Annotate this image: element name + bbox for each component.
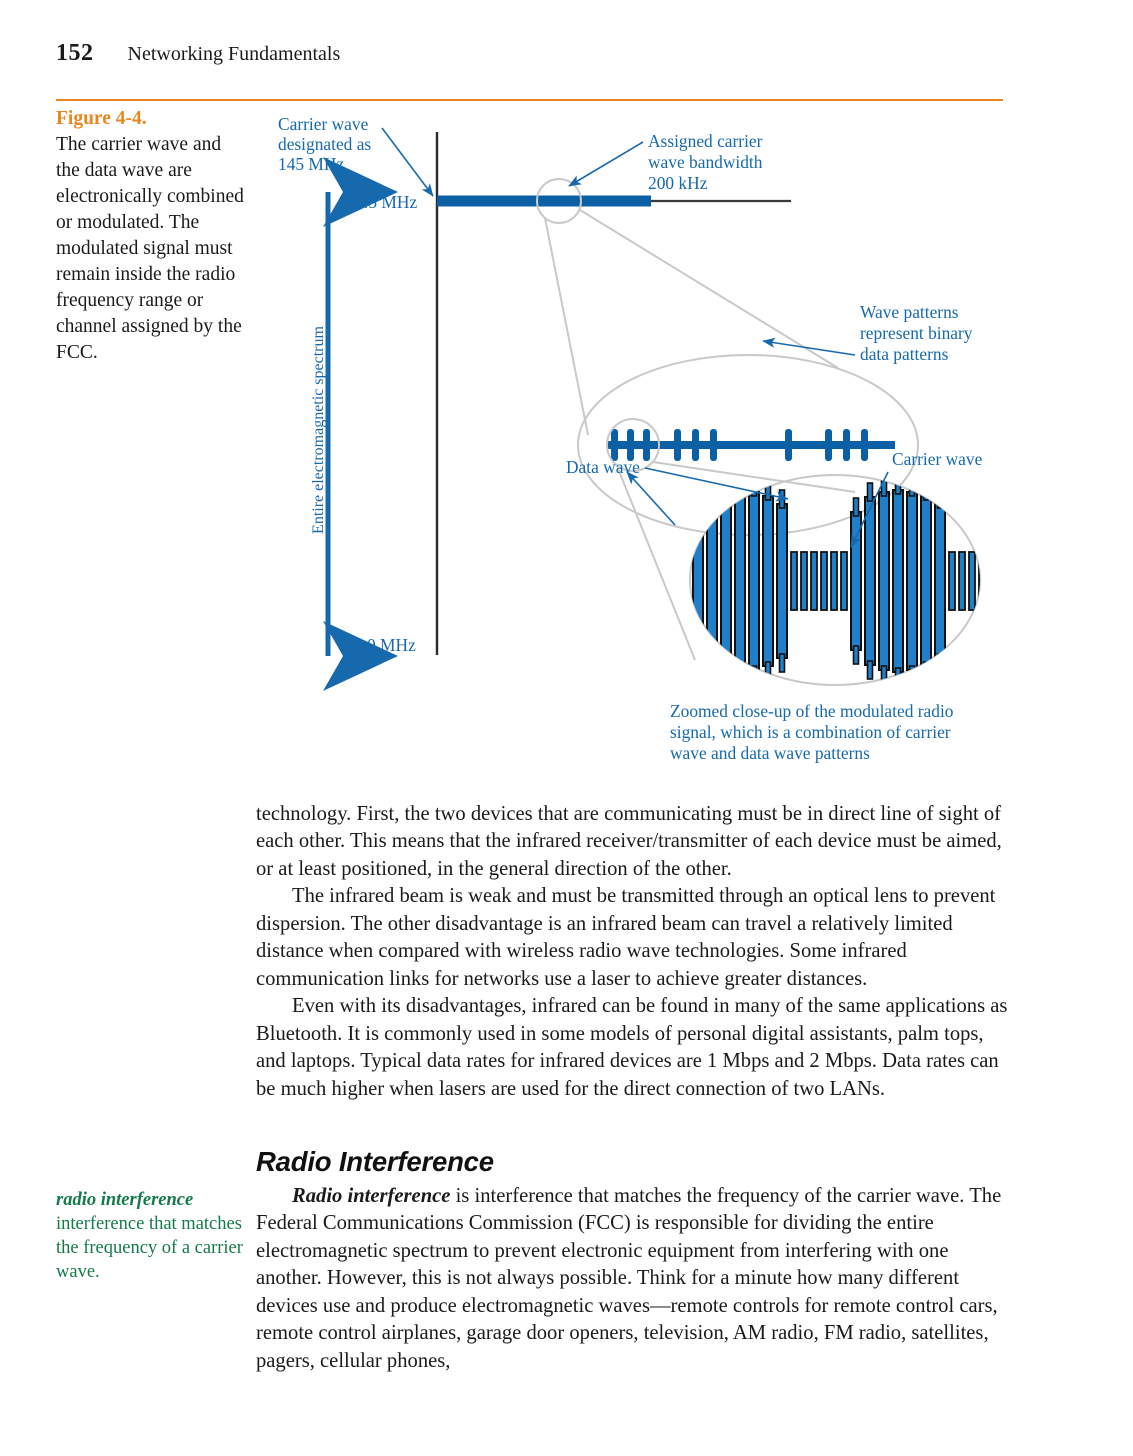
section-heading: Radio Interference [256,1146,494,1177]
magnifier-cone-line-a [545,218,588,435]
label-assigned-bandwidth-line3: 200 kHz [648,173,708,193]
axis-title-label: Entire electromagnetic spectrum [310,326,327,534]
paragraph-2: The infrared beam is weak and must be transmitted through an optical lens to prevent dispersion. The other disadvantage is an infrared beam can travel a relatively limited distance when compared with wireless radio wave technologies. Some infrared communication links for networks use a laser to achieve greater distances. [256,885,996,990]
section-body-column [256,1183,1012,1375]
caption-closeup-line2: signal, which is a combination of carrier [670,722,951,742]
figure-artwork [255,100,1015,790]
caption-closeup-line1: Zoomed close-up of the modulated radio [670,701,954,721]
label-carrier-designation-line2: designated as [278,134,372,154]
label-carrier-wave: Carrier wave [892,449,983,469]
figure-caption [56,106,246,366]
label-assigned-bandwidth-line2: wave bandwidth [648,152,763,172]
figure-caption-text: The carrier wave and the data wave are electronically combined or modulated. The modulated signal must remain inside the radio frequency range or channel assigned by the FCC. [56,134,244,364]
axis-bottom-label: 0 MHz [367,635,416,655]
magnifier-cone-line-c [617,466,695,660]
section-lead-paragraph [256,1183,1012,1375]
glossary-term: radio interference [56,1190,194,1210]
caption-closeup-line3: wave and data wave patterns [670,743,870,763]
label-carrier-designation-line1: Carrier wave [278,114,369,134]
paragraph-3: Even with its disadvantages, infrared can be found in many of the same applications as Bluetooth. It is commonly used in some models of personal digital assistants, palm tops, and laptops. Typical data rates for infrared devices are 1 Mbps and 2 Mbps. Data rates can be much higher when lasers are used for the direct connection of two LANs. [256,995,1008,1100]
leader-carrier-designation [382,128,433,196]
glossary-note [56,1188,246,1284]
leader-level2-pointer [627,472,675,525]
section-lead-term: Radio interference [292,1185,451,1207]
leader-data-wave [645,468,788,499]
section-lead-rest: is interference that matches the frequency of the carrier wave. The Federal Communications Commission (FCC) is responsible for dividing the entire electromagnetic spectrum to prevent electronic equipment from interfering with one another. However, this is not always possible. Think for a minute how many different devices use and produce electromagnetic waves—remote controls for remote control cars, remote control airplanes, garage door openers, television, AM radio, FM radio, satellites, pagers, cellular phones, [256,1185,1002,1372]
label-wave-patterns-line2: represent binary [860,323,973,343]
figure-label: Figure 4-4. [56,108,147,129]
label-wave-patterns-line1: Wave patterns [860,302,959,322]
data-wave-tick-pattern [607,429,895,461]
leader-wave-patterns [763,341,855,355]
axis-top-label: 145 MHz [351,192,418,212]
label-wave-patterns-line3: data patterns [860,344,949,364]
glossary-definition: interference that matches the frequency of a carrier wave. [56,1214,243,1283]
paragraph-1: technology. First, the two devices that are communicating must be in direct line of sight of each other. This means that the infrared receiver/transmitter of each device must be aimed, or at least positioned, in the general direction of the other. [256,803,1002,880]
leader-assigned-bandwidth [569,142,643,186]
magnifier-cone-line-b [580,210,838,368]
running-head: Networking Fundamentals [127,43,341,65]
label-data-wave: Data wave [566,457,640,477]
page-header [56,40,996,74]
body-text-column [256,801,1012,1103]
label-assigned-bandwidth-line1: Assigned carrier [648,131,763,151]
page-number: 152 [56,40,94,66]
label-carrier-designation-line3: 145 MHz [278,154,345,174]
